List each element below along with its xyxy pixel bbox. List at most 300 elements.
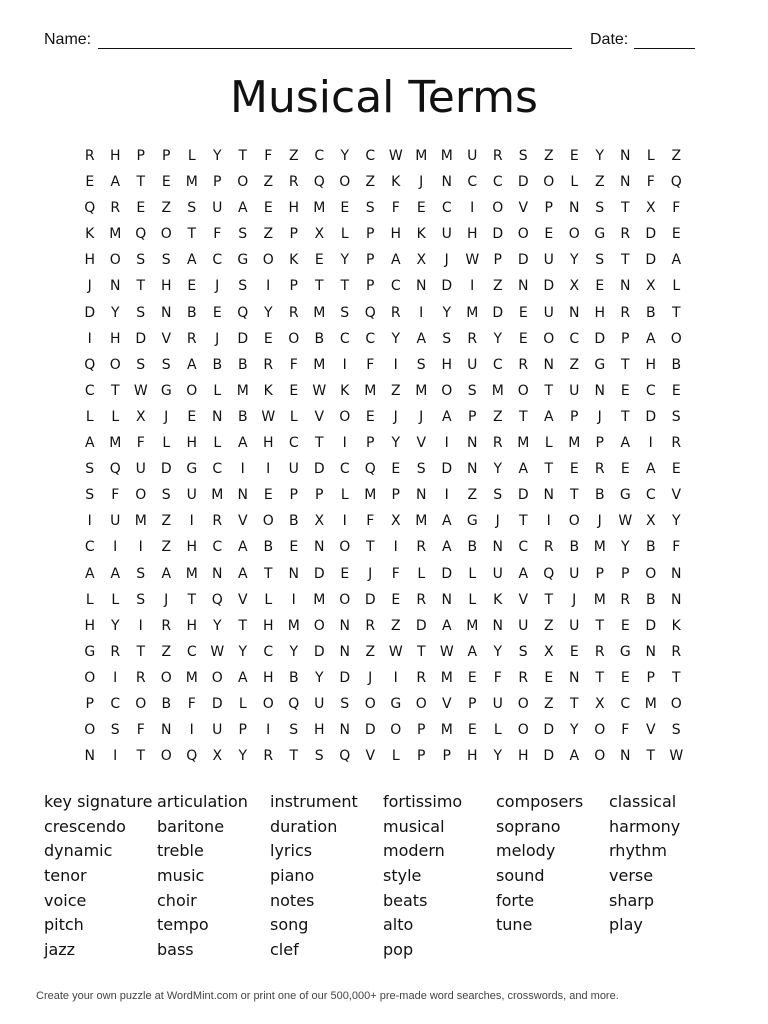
grid-letter: N [212,408,223,425]
grid-letter: X [416,252,427,269]
grid-letter: S [136,591,146,608]
grid-letter: I [113,669,118,686]
grid-letter: F [646,174,655,191]
grid-row [77,717,689,743]
grid-letter: O [543,330,555,347]
grid-letter: U [186,487,197,504]
grid-letter: D [364,591,376,608]
grid-letter: T [620,356,630,373]
grid-row [77,404,689,430]
grid-letter: S [85,487,95,504]
grid-letter: T [595,669,605,686]
grid-letter: T [187,226,197,243]
grid-letter: P [595,565,604,582]
word-bank-item: modern [383,841,445,861]
grid-letter: E [467,722,477,739]
grid-letter: G [186,461,198,478]
word-bank-item: forte [496,890,535,910]
grid-letter: J [495,513,500,530]
grid-letter: H [594,304,606,321]
grid-letter: C [569,330,580,347]
grid-letter: O [415,695,427,712]
grid-letter: N [339,643,350,660]
grid-letter: M [466,304,479,321]
grid-letter: X [390,513,401,530]
grid-letter: R [594,643,605,660]
grid-letter: A [645,330,656,347]
grid-letter: N [671,565,682,582]
grid-letter: R [416,539,427,556]
grid-letter: U [569,382,580,399]
grid-letter: S [238,278,248,295]
grid-letter: N [314,539,325,556]
grid-letter: H [186,435,198,452]
letter-grid [77,143,689,769]
grid-letter: L [544,435,553,452]
grid-letter: E [365,408,375,425]
grid-letter: B [569,539,580,556]
grid-letter: P [442,748,451,765]
grid-letter: F [391,200,400,217]
grid-letter: O [517,226,529,243]
grid-letter: Q [670,174,682,191]
grid-letter: O [84,722,96,739]
grid-letter: X [212,748,223,765]
grid-letter: D [441,278,453,295]
word-bank-item: crescendo [44,816,126,836]
grid-letter: G [237,252,249,269]
grid-letter: S [442,330,452,347]
grid-letter: L [417,565,426,582]
grid-letter: E [518,330,528,347]
grid-letter: O [135,695,147,712]
grid-letter: N [569,200,580,217]
grid-letter: A [441,408,452,425]
grid-letter: O [517,382,529,399]
grid-letter: N [110,278,121,295]
grid-letter: D [313,565,325,582]
grid-letter: B [314,330,325,347]
grid-letter: X [645,200,656,217]
grid-letter: D [313,461,325,478]
grid-letter: E [416,200,426,217]
grid-letter: I [444,487,449,504]
grid-letter: O [262,513,274,530]
grid-letter: T [544,591,554,608]
grid-letter: E [187,408,197,425]
grid-letter: F [187,695,196,712]
grid-letter: M [313,356,326,373]
grid-letter: G [594,356,606,373]
grid-letter: M [415,382,428,399]
word-bank-item: sharp [609,890,655,910]
grid-letter: O [568,513,580,530]
grid-letter: C [110,695,121,712]
grid-letter: F [366,513,375,530]
grid-letter: N [467,435,478,452]
word-bank-item: dynamic [44,841,113,861]
grid-letter: U [314,695,325,712]
grid-letter: I [393,669,398,686]
grid-letter: S [365,200,375,217]
grid-letter: V [365,748,376,765]
grid-letter: N [671,591,682,608]
grid-letter: N [620,174,631,191]
grid-letter: A [186,356,197,373]
grid-letter: I [189,513,194,530]
grid-letter: U [492,565,503,582]
grid-letter: E [136,200,146,217]
grid-letter: E [85,174,95,191]
grid-letter: D [135,330,147,347]
grid-letter: O [339,591,351,608]
grid-letter: J [597,408,602,425]
grid-letter: U [543,252,554,269]
grid-letter: L [238,695,247,712]
grid-letter: N [84,748,95,765]
grid-letter: K [289,252,299,269]
grid-letter: Z [543,695,554,712]
word-bank-item: lyrics [270,841,313,861]
grid-letter: M [313,200,326,217]
grid-letter: L [646,148,655,164]
grid-letter: B [237,356,248,373]
grid-letter: E [289,539,299,556]
grid-letter: Q [109,461,121,478]
grid-letter: O [339,408,351,425]
grid-letter: B [212,356,223,373]
grid-letter: C [339,330,350,347]
grid-letter: T [187,591,197,608]
grid-row [77,221,689,247]
grid-letter: U [467,148,478,164]
word-bank-item: tenor [44,866,87,886]
grid-letter: W [439,643,454,660]
grid-letter: T [595,617,605,634]
grid-letter: Q [364,304,376,321]
grid-letter: M [287,617,300,634]
grid-letter: T [238,148,248,164]
grid-letter: S [518,148,528,164]
grid-letter: Y [595,148,605,164]
grid-letter: U [467,356,478,373]
grid-letter: Y [442,304,452,321]
grid-letter: Q [186,748,198,765]
grid-letter: C [314,148,325,164]
grid-letter: Y [110,617,120,634]
grid-letter: C [620,695,631,712]
grid-letter: T [289,748,299,765]
grid-letter: J [368,565,373,582]
grid-letter: U [492,695,503,712]
grid-letter: X [645,513,656,530]
grid-letter: A [237,539,248,556]
grid-letter: X [594,695,605,712]
grid-letter: C [645,382,656,399]
grid-letter: C [212,539,223,556]
grid-letter: L [289,408,298,425]
grid-letter: O [492,200,504,217]
grid-letter: C [390,278,401,295]
grid-letter: Y [340,148,350,164]
grid-letter: X [543,643,554,660]
grid-letter: A [441,539,452,556]
grid-letter: T [314,278,324,295]
grid-letter: V [314,408,325,425]
grid-letter: R [161,617,172,634]
grid-letter: Y [340,252,350,269]
grid-letter: X [135,408,146,425]
grid-letter: B [671,356,682,373]
grid-letter: F [111,487,120,504]
grid-letter: T [136,643,146,660]
grid-letter: H [84,617,96,634]
grid-letter: T [518,513,528,530]
grid-letter: Z [492,408,503,425]
grid-letter: K [671,617,681,634]
grid-letter: J [164,591,169,608]
grid-letter: N [237,487,248,504]
grid-letter: M [593,539,606,556]
grid-letter: T [238,617,248,634]
grid-row [77,613,689,639]
grid-letter: R [110,643,121,660]
grid-letter: B [467,539,478,556]
grid-letter: R [135,669,146,686]
grid-letter: O [109,356,121,373]
grid-letter: N [441,174,452,191]
grid-letter: T [544,382,554,399]
grid-letter: S [518,643,528,660]
grid-letter: D [517,174,529,191]
grid-letter: J [87,278,92,295]
grid-letter: H [466,226,478,243]
grid-letter: T [365,539,375,556]
grid-letter: R [594,461,605,478]
grid-letter: T [671,669,681,686]
grid-letter: H [160,278,172,295]
grid-letter: B [161,695,172,712]
grid-letter: T [620,408,630,425]
grid-letter: N [569,304,580,321]
word-bank-item: piano [270,866,315,886]
grid-letter: T [110,382,120,399]
grid-letter: P [646,669,655,686]
grid-letter: T [544,461,554,478]
grid-letter: Z [161,643,172,660]
grid-letter: V [645,722,656,739]
word-bank-item: style [383,866,422,886]
grid-letter: Y [289,643,299,660]
name-blank-line [98,48,572,49]
grid-letter: E [671,382,681,399]
grid-letter: N [518,278,529,295]
grid-letter: M [440,669,453,686]
word-bank-item: key signature [44,792,153,811]
grid-letter: S [671,722,681,739]
grid-letter: J [164,408,169,425]
grid-letter: R [110,200,121,217]
grid-letter: H [109,330,121,347]
grid-letter: N [620,278,631,295]
grid-row [77,665,689,691]
grid-letter: H [390,226,402,243]
grid-letter: V [671,487,682,504]
grid-letter: I [266,461,271,478]
grid-letter: D [543,278,555,295]
grid-letter: C [518,539,529,556]
grid-letter: P [85,695,94,712]
grid-letter: O [84,669,96,686]
grid-letter: Y [238,643,248,660]
grid-letter: E [671,226,681,243]
grid-letter: E [518,304,528,321]
word-bank-item: tempo [157,915,209,935]
grid-letter: H [262,435,274,452]
grid-letter: T [136,748,146,765]
grid-letter: E [391,591,401,608]
grid-letter: A [543,408,554,425]
word-bank-item: voice [44,890,87,910]
grid-letter: A [441,617,452,634]
grid-letter: B [288,669,299,686]
grid-letter: W [312,382,327,399]
grid-letter: A [237,200,248,217]
grid-letter: W [465,252,480,269]
grid-letter: Z [365,174,376,191]
grid-letter: Q [237,304,249,321]
word-bank-item: melody [496,841,556,861]
grid-letter: O [262,695,274,712]
grid-letter: A [237,669,248,686]
grid-letter: S [289,722,299,739]
grid-letter: U [212,200,223,217]
grid-letter: V [237,591,248,608]
grid-row [77,169,689,195]
grid-row [77,456,689,482]
grid-letter: H [645,356,657,373]
grid-letter: H [288,200,300,217]
grid-letter: I [189,722,194,739]
grid-letter: E [620,669,630,686]
grid-letter: T [620,252,630,269]
date-label: Date: [590,31,629,48]
grid-letter: N [645,643,656,660]
grid-letter: M [440,722,453,739]
grid-letter: Y [314,669,324,686]
grid-letter: M [313,304,326,321]
grid-letter: A [620,435,631,452]
word-bank-item: pop [383,940,414,960]
grid-letter: F [289,356,298,373]
name-label: Name: [44,31,92,48]
grid-letter: M [313,591,326,608]
grid-letter: T [518,408,528,425]
date-blank-line [634,48,695,49]
grid-letter: G [619,487,631,504]
grid-letter: V [237,513,248,530]
grid-letter: B [288,513,299,530]
grid-letter: A [416,330,427,347]
grid-letter: E [340,565,350,582]
grid-letter: Y [212,617,222,634]
grid-letter: Q [364,461,376,478]
grid-letter: I [87,330,92,347]
grid-letter: Z [543,617,554,634]
grid-letter: Y [569,722,579,739]
grid-letter: I [470,278,475,295]
grid-letter: C [365,148,376,164]
grid-letter: L [85,591,94,608]
grid-letter: D [364,722,376,739]
grid-letter: L [340,226,349,243]
grid-letter: Z [390,382,401,399]
grid-row [77,561,689,587]
grid-letter: L [493,722,502,739]
grid-letter: R [212,513,223,530]
grid-letter: Q [288,695,300,712]
grid-letter: E [595,278,605,295]
grid-letter: P [289,278,298,295]
grid-letter: P [289,226,298,243]
grid-row [77,143,689,169]
grid-letter: H [186,539,198,556]
grid-letter: F [264,148,273,164]
grid-letter: S [161,487,171,504]
grid-letter: E [544,226,554,243]
grid-letter: L [187,148,196,164]
grid-letter: P [621,565,630,582]
grid-letter: D [594,330,606,347]
grid-letter: N [543,487,554,504]
grid-letter: S [416,356,426,373]
grid-letter: U [110,513,121,530]
grid-letter: I [240,461,245,478]
grid-letter: O [186,382,198,399]
grid-letter: R [288,304,299,321]
grid-letter: Y [493,461,503,478]
grid-letter: V [518,200,529,217]
grid-letter: O [160,748,172,765]
word-bank-item: rhythm [609,841,667,861]
grid-letter: N [288,565,299,582]
word-bank-item: alto [383,915,414,935]
grid-letter: E [212,304,222,321]
grid-letter: C [467,174,478,191]
grid-letter: N [161,304,172,321]
grid-letter: H [262,669,274,686]
grid-letter: K [85,226,95,243]
grid-letter: I [138,539,143,556]
grid-letter: I [266,278,271,295]
word-bank-item: bass [157,940,194,960]
grid-letter: E [620,617,630,634]
grid-letter: A [671,252,682,269]
grid-letter: P [621,330,630,347]
grid-letter: I [444,435,449,452]
grid-letter: D [160,461,172,478]
grid-letter: N [416,487,427,504]
grid-letter: V [518,591,529,608]
grid-letter: O [364,695,376,712]
grid-letter: D [543,748,555,765]
grid-letter: I [113,539,118,556]
grid-letter: P [570,408,579,425]
grid-letter: L [85,408,94,425]
grid-letter: O [670,695,682,712]
grid-letter: Q [211,591,223,608]
grid-letter: Q [543,565,555,582]
